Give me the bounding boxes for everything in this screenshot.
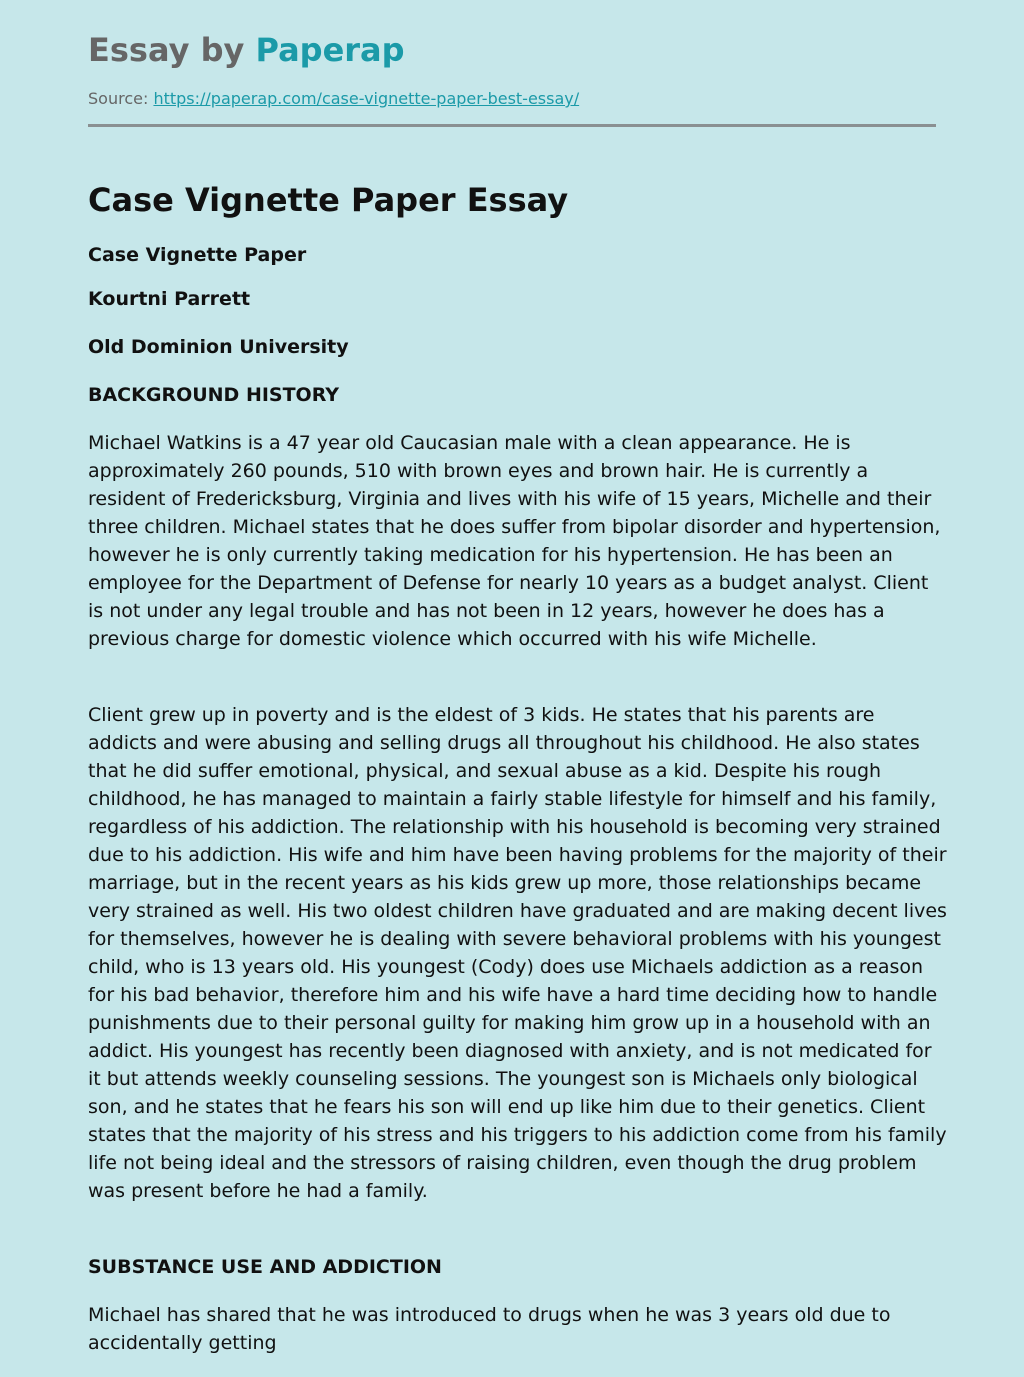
author-name: Kourtni Parrett <box>88 288 251 310</box>
section-heading-substance: SUBSTANCE USE AND ADDICTION <box>88 1256 442 1278</box>
brand-name: Paperap <box>255 31 405 69</box>
source-link[interactable]: https://paperap.com/case-vignette-paper-best-essay/ <box>153 89 580 108</box>
paragraph-background: Michael Watkins is a 47 year old Caucasian male with a clean appearance. He is approximately 260 pounds, 510 with brown eyes and brown hair. He is currently a resident of Fredericksburg, Virginia and lives with his wife of 15 years, Michelle and their three children. Michael states that he does suffer from bipolar disorder and hypertension, however he is only currently taking medication for his hypertension. He has been an employee for the Department of Defense for nearly 10 years as a budget analyst. Client is not under any legal trouble and has not been in 12 years, however he does has a previous charge for domestic violence which occurred with his wife Michelle. <box>88 432 941 650</box>
paragraph-substance: Michael has shared that he was introduced to drugs when he was 3 years old due to accidentally getting <box>88 1304 891 1354</box>
brand-prefix: Essay by <box>88 31 256 69</box>
page-title: Case Vignette Paper Essay <box>88 181 569 219</box>
institution-name: Old Dominion University <box>88 336 349 358</box>
site-brand[interactable] <box>88 30 405 70</box>
paper-subtitle: Case Vignette Paper <box>88 244 307 266</box>
source-line <box>88 89 579 109</box>
header-divider <box>88 124 936 127</box>
source-label: Source: <box>88 89 154 108</box>
paragraph-childhood: Client grew up in poverty and is the eldest of 3 kids. He states that his parents are addicts and were abusing and selling drugs all throughout his childhood. He also states that he did suffer emotional, physical, and sexual abuse as a kid. Despite his rough childhood, he has managed to maintain a fairly stable lifestyle for himself and his family, regardless of his addiction. The relationship with his household is becoming very strained due to his addiction. His wife and him have been having problems for the majority of their marriage, but in the recent years as his kids grew up more, those relationships became very strained as well. His two oldest children have graduated and are making decent lives for themselves, however he is dealing with severe behavioral problems with his youngest child, who is 13 years old. His youngest (Cody) does use Michaels addiction as a reason for his bad behavior, therefore him and his wife have a hard time deciding how to handle punishments due to their personal guilty for making him grow up in a household with an addict. His youngest has recently been diagnosed with anxiety, and is not medicated for it but attends weekly counseling sessions. The youngest son is Michaels only biological son, and he states that he fears his son will end up like him due to their genetics. Client states that the majority of his stress and his triggers to his addiction come from his family life not being ideal and the stressors of raising children, even though the drug problem was present before he had a family. <box>88 704 947 1202</box>
section-heading-background: BACKGROUND HISTORY <box>88 384 340 406</box>
